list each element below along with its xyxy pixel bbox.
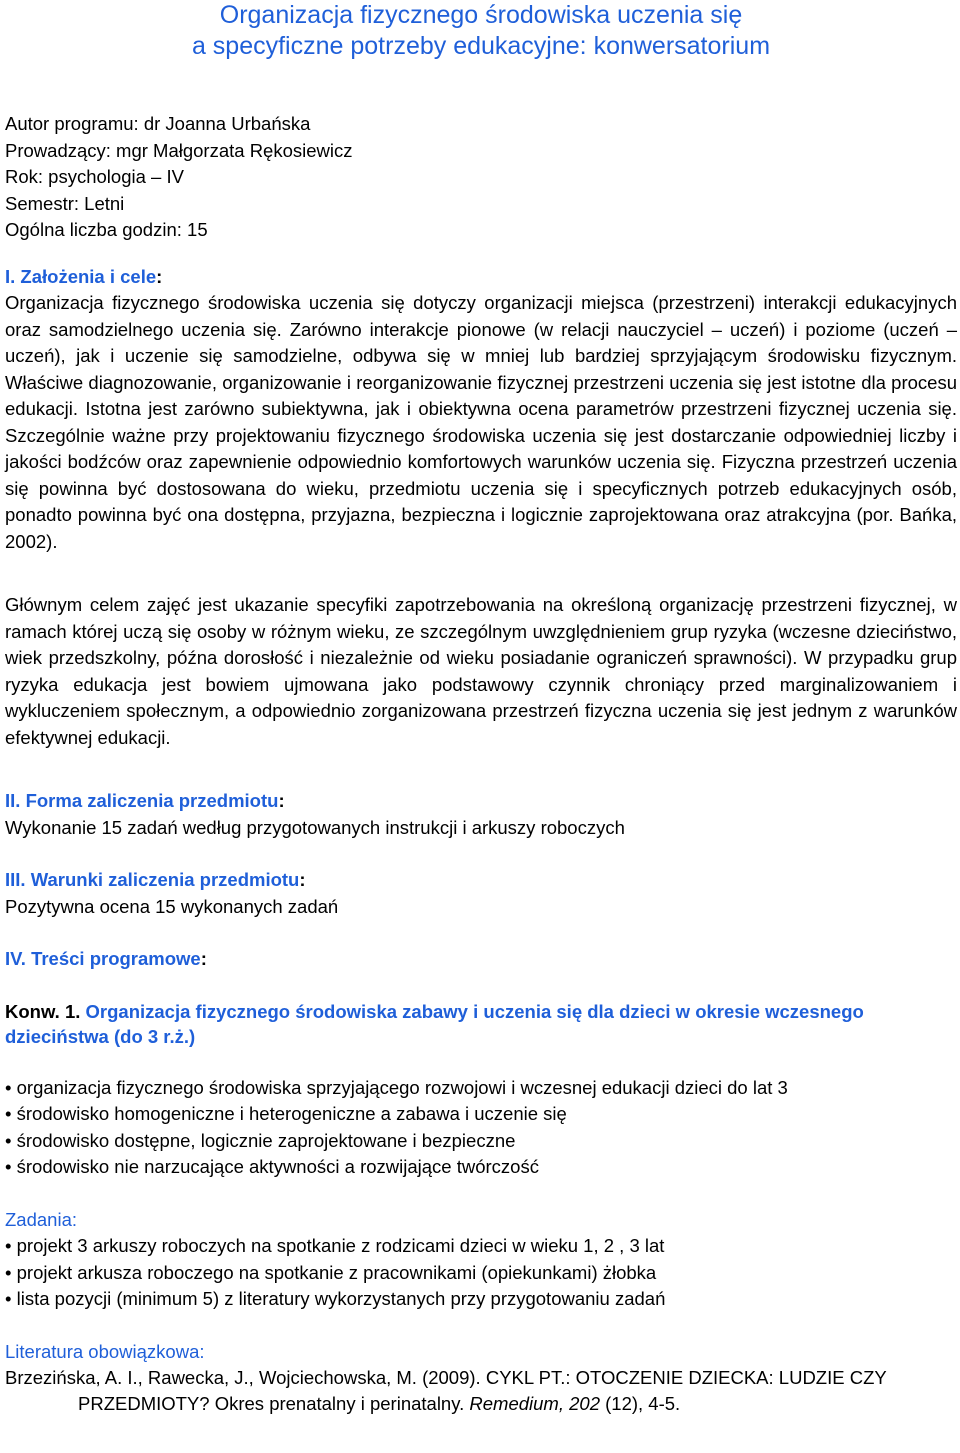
literature-line-2 xyxy=(5,1391,957,1417)
list-item: • lista pozycji (minimum 5) z literatury wykorzystanych przy przygotowaniu zadań xyxy=(5,1286,957,1313)
list-item: • środowisko dostępne, logicznie zaprojektowane i bezpieczne xyxy=(5,1128,957,1155)
konw-1-topics-list xyxy=(5,1075,957,1181)
konw-1-heading xyxy=(5,999,957,1049)
meta-author: Autor programu: dr Joanna Urbańska xyxy=(5,113,311,134)
meta-year: Rok: psychologia – IV xyxy=(5,166,184,187)
tasks-label: Zadania: xyxy=(5,1208,77,1230)
list-item: • środowisko nie narzucające aktywności a rozwijające twórczość xyxy=(5,1154,957,1181)
list-item: • projekt arkusza roboczego na spotkanie z pracownikami (opiekunkami) żłobka xyxy=(5,1260,957,1287)
section-3-text: Pozytywna ocena 15 wykonanych zadań xyxy=(5,895,339,917)
list-item: • organizacja fizycznego środowiska sprzyjającego rozwojowi i wczesnej edukacji dzieci do lat 3 xyxy=(5,1075,957,1102)
section-3-label: Warunki zaliczenia przedmiotu xyxy=(30,869,300,890)
title-line-1: Organizacja fizycznego środowiska uczenia się xyxy=(219,1,743,29)
title-line-2: a specyficzne potrzeby edukacyjne: konwersatorium xyxy=(191,32,771,60)
section-3-number: III. xyxy=(5,869,26,890)
literature-label: Literatura obowiązkowa: xyxy=(5,1340,205,1362)
tasks-list xyxy=(5,1233,957,1313)
literature-journal: Remedium, 202 xyxy=(469,1393,600,1414)
meta-instructor: Prowadzący: mgr Małgorzata Rękosiewicz xyxy=(5,139,353,161)
literature-entry xyxy=(5,1365,957,1417)
section-4-number: IV. xyxy=(5,948,26,969)
section-1-paragraph-2: Głównym celem zajęć jest ukazanie specyfiki zapotrzebowania na określoną organizację przestrzeni fizycznej, w ramach której uczą się osoby w różnym wieku, ze szczególnym uwzględnieniem grup ryzyka (wczesne dzieciństwo, wiek przedszkolny, późna dorosłość i niezależnie od wieku posiadanie ograniczeń sprawności). W przypadku grup ryzyka edukacja jest bowiem ujmowana jako podstawowy czynnik chroniący przed marginalizowaniem i wykluczeniem społecznym, a odpowiednio zorganizowana przestrzeń fizyczna uczenia się jest jednym z warunków efektywnej edukacji. xyxy=(5,594,957,748)
section-2-heading: II. Forma zaliczenia przedmiotu: xyxy=(5,790,285,811)
literature-line-1: Brzezińska, A. I., Rawecka, J., Wojciechowska, M. (2009). CYKL PT.: OTOCZENIE DZIECKA: LUDZIE CZY xyxy=(5,1367,887,1388)
meta-semester: Semestr: Letni xyxy=(5,192,125,214)
section-2-text: Wykonanie 15 zadań według przygotowanych instrukcji i arkuszy roboczych xyxy=(5,816,625,838)
meta-hours: Ogólna liczba godzin: 15 xyxy=(5,219,208,240)
document-page xyxy=(5,0,957,1417)
literature-title: PRZEDMIOTY? Okres prenatalny i perinatalny. xyxy=(78,1393,465,1414)
konw-1-title-line-1: Organizacja fizycznego środowiska zabawy i uczenia się dla dzieci w okresie wczesnego xyxy=(85,1000,864,1022)
list-item: • środowisko homogeniczne i heterogeniczne a zabawa i uczenie się xyxy=(5,1101,957,1128)
course-meta xyxy=(5,111,957,244)
section-1-heading: I. Założenia i cele: xyxy=(5,265,163,287)
section-2-number: II. xyxy=(5,790,21,811)
section-4-heading: IV. Treści programowe: xyxy=(5,948,207,969)
list-item: • projekt 3 arkuszy roboczych na spotkanie z rodzicami dzieci w wieku 1, 2 , 3 lat xyxy=(5,1233,957,1260)
literature-issue: (12), 4-5. xyxy=(605,1393,681,1414)
section-1-number: I. xyxy=(5,265,16,287)
section-2-label: Forma zaliczenia przedmiotu xyxy=(25,790,279,811)
section-1-label: Założenia i cele xyxy=(20,265,157,287)
document-title xyxy=(5,0,957,62)
konw-1-prefix: Konw. 1. xyxy=(5,1000,81,1022)
section-4-label: Treści programowe xyxy=(31,948,201,969)
konw-1-title-line-2: dzieciństwa (do 3 r.ż.) xyxy=(5,1025,196,1047)
section-1-paragraph-1: Organizacja fizycznego środowiska uczenia się dotyczy organizacji miejsca (przestrzeni) interakcji edukacyjnych oraz samodzielnego uczenia się. Zarówno interakcje pionowe (w relacji nauczyciel – uczeń) i poziome (uczeń – uczeń), jak i uczenie się samodzielne, odbywa się w mniej lub bardziej sprzyjającym środowisku fizycznym. Właściwe diagnozowanie, organizowanie i reorganizowanie fizycznej przestrzeni uczenia się jest istotne dla procesu edukacji. Istotna jest zarówno subiektywna, jak i obiektywna ocena parametrów przestrzeni fizycznej uczenia się. Szczególnie ważne przy projektowaniu fizycznego środowiska uczenia się jest dostarczanie odpowiedniej liczby i jakości bodźców oraz zapewnienie odpowiednio komfortowych warunków uczenia się. Fizyczna przestrzeń uczenia się powinna być dostosowana do wieku, przedmiotu uczenia się i specyficznych potrzeb edukacyjnych osób, ponadto powinna być ona dostępna, przyjazna, bezpieczna i logicznie zaprojektowana oraz atrakcyjna (por. Bańka, 2002). xyxy=(5,292,957,552)
section-3-heading: III. Warunki zaliczenia przedmiotu: xyxy=(5,869,306,890)
